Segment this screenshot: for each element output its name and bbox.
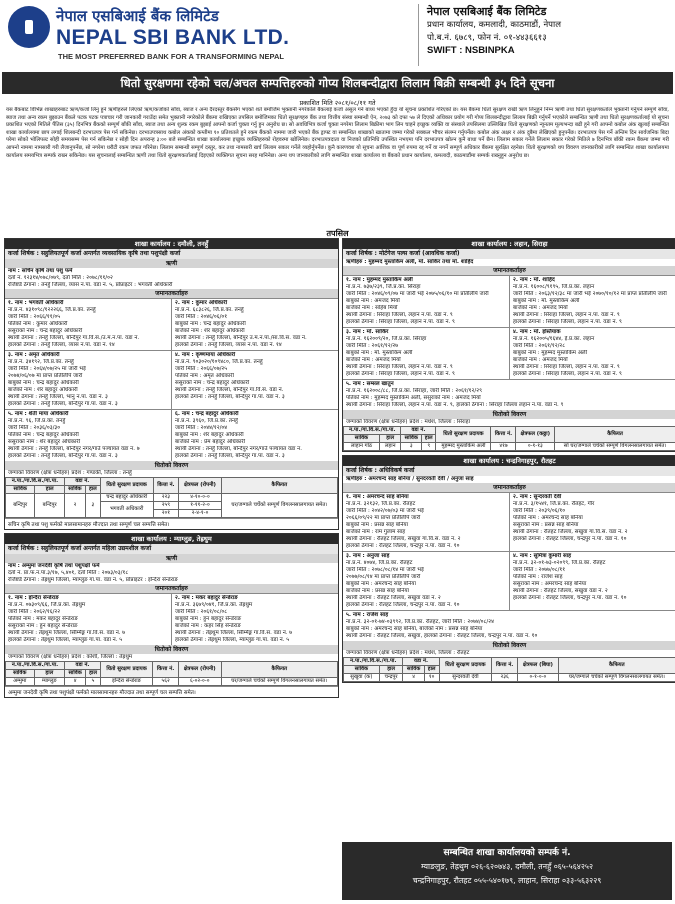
- guarantor-line: ना.प्र.नं. ३२१३२, जि.प्र.का. रौतहट: [346, 501, 416, 507]
- guarantor-line: जारी मिति : २०४६/०९/०७ मा जारी भई २०७५/०६/१० मा प्रतिलिपि जारी: [346, 291, 489, 297]
- guarantor-line: ५. नाम : शेती माया अधिकारी: [8, 411, 69, 417]
- guarantor-line: ना.प्र.नं. ६८३८२६, जि.प्र.का. तनहुँ: [175, 307, 244, 313]
- guarantor-line: बाजेको नाम : कहर सिंह सेन्डेराङ: [175, 623, 241, 629]
- guarantor-line: जारी मिति : २०३९/०६/१०: [513, 508, 566, 514]
- guarantor-line: स्थायी ठेगाना : सिराहा जिल्ला, लहान न.पा. वडा नं. ९: [346, 364, 453, 370]
- guarantor-card: [509, 552, 675, 610]
- guarantor-line: ना.प्र.नं. ७३७/२३९, जि.प्र.का. सिराहा: [346, 284, 421, 290]
- guarantor-line: बाबुको नाम : मो. मुस्ताकिम अली: [513, 298, 580, 304]
- guarantor-line: हालको ठेगाना : रौतहट जिल्ला, चन्द्रपुर न.पा. वडा नं. १०: [346, 543, 460, 549]
- guarantor-line: बाजेको नाम : शेर बहादुर अधिकारी: [8, 387, 78, 393]
- collateral-footnote: अम्मुमा जनदेवी कृषि तथा पशुपंक्षी फर्मको मालसामानहरु मौज्दात तथा सम्पूर्ण चल सम्पत्ति समेत।: [5, 686, 338, 697]
- table-cell: लाहान गोठ: [344, 443, 380, 451]
- table-cell: २: [64, 494, 85, 518]
- guarantor-line: हालको ठेगाना : रौतहट जिल्ला, चन्द्रपुर न.पा. वडा नं. १०: [346, 602, 460, 608]
- table-cell: ५६२: [153, 678, 179, 686]
- collateral-table: [5, 661, 338, 686]
- borrower-label: ऋणी: [5, 259, 338, 268]
- table-subheader: हाल: [379, 435, 401, 443]
- guarantor-line: जारी मिति : २०४६/०६/०१: [175, 314, 228, 320]
- guarantor-line: २. नाम : सुन्दरवती देवी: [513, 494, 562, 500]
- guarantor-line: बाजेको नाम : राम गुलाम साह: [346, 529, 406, 535]
- table-header: न.पा./गा.वि.स./गा.पा.: [344, 427, 401, 435]
- guarantor-line: ससुराको नाम : हुन बहादुर सेन्डेराङ: [8, 623, 78, 629]
- loan-title: कर्जा शिर्षक : अधिविकर्ष कर्जा: [343, 466, 675, 476]
- table-cell: मुहम्मद मुस्ताकिम अली: [436, 443, 491, 451]
- schedule-heading: तपसिल: [326, 229, 349, 238]
- borrower-line: ऋणीहरु : अमरचन्द साह बनिया / सुनदरवती देवी / अनुजा साह: [346, 476, 474, 482]
- table-subheader: हाल: [86, 670, 101, 678]
- guarantor-line: स्थायी ठेगाना : रौतहट जिल्ला, सखुवा, हालको ठेगाना : रौतहट जिल्ला, चन्द्रपुर न.पा. वडा नं. १०: [346, 633, 538, 639]
- guarantor-line: ना.प्र.नं. १६२००५/१६४४, ई.प्र.का. लहान: [513, 336, 595, 342]
- guarantor-line: ना.प्र.नं. ३२-०१-७४-०३९९२, जि.प्र.का. रौतहट, जारी मिति : २०७४/०८/२४: [346, 619, 494, 625]
- table-cell: ४१७: [491, 443, 516, 451]
- guarantor-line: ४. नाम : कृष्णमाया अधिकारी: [175, 352, 236, 358]
- guarantor-line: जारी मिति : २०६६/०७/२५: [175, 366, 228, 372]
- loan-title: कर्जा शिर्षक : सहुलियतपूर्ण कर्जा अन्तर्गत महिला उद्यमशील कर्जा: [5, 544, 338, 554]
- guarantor-line: हालको ठेगाना : सिराहा जिल्ला, लहान न.पा. वडा नं. ९: [346, 319, 455, 325]
- guarantor-line: जारी मिति : २०४४/१२/०४: [175, 425, 228, 431]
- borrower-label: ऋणी: [5, 554, 338, 563]
- guarantor-line: बाबुको नाम : मो. मुस्ताकिम अली: [346, 350, 413, 356]
- guarantor-line: ससुराको नाम : चन्द्र बहादुर अधिकारी: [175, 380, 250, 386]
- guarantor-line: स्थायी ठेगाना : तेह्रथुम जिल्ला, सिम्मिङ्ग गा.वि.स. वडा नं. ७: [175, 630, 293, 636]
- guarantor-line: बाजेको नाम : अमजद मियाँ: [513, 305, 568, 311]
- guarantor-line: १. नाम : अमरचन्द साह बनिया: [346, 494, 409, 500]
- table-header: कैफियत: [221, 478, 337, 494]
- guarantor-line: १. नाम : मुहम्मद मुस्ताकिम अली: [346, 277, 413, 283]
- table-subheader: साविक: [401, 435, 422, 443]
- table-header: कित्ता नं.: [492, 658, 518, 674]
- guarantor-line: ना.प्र.नं. ३४१९२, जि.प्र.का. तनहुँ: [8, 359, 74, 365]
- table-cell: बन्दिपुर: [35, 494, 64, 518]
- guarantor-line: पतिको नाम : मुहम्मद मुस्ताकिम अली, ससुराको नाम : अमजद मियाँ: [346, 395, 481, 401]
- collateral-table: [343, 657, 675, 682]
- guarantor-line: ससुराको नाम : अमरचन्द साह बनिया: [513, 581, 587, 587]
- table-header: न.पा./गा.वि.स./गा.पा.: [344, 658, 403, 666]
- table-cell: ०-१-०-०: [518, 674, 559, 682]
- table-header: कैफियत: [558, 658, 675, 674]
- borrower-line: दर्ता नं. प्रा.फ.न.पा.३/१७, ५,४०१, दर्ता मिति : २०७३/०३/१८: [8, 570, 129, 576]
- table-subheader: साविक: [403, 666, 424, 674]
- table-header: वडा नं.: [65, 662, 101, 670]
- table-cell: भगवती अधिकारी: [100, 502, 153, 518]
- logo-text-nepali: नेपाल एसबिआई बैंक लिमिटेड: [56, 7, 219, 25]
- guarantor-line: जारी मिति : २०६४/०७/२५ मा जारी भई: [8, 366, 86, 372]
- guarantor-line: हालको ठेगाना : तनहुँ जिल्ला, व्यास न.पा. वडा नं. १४: [8, 342, 115, 348]
- guarantor-line: स्थायी ठेगाना : तनहुँ जिल्ला, बन्दिपुर गा.वि.स./उ.म.न.पा. वडा नं.: [8, 335, 140, 341]
- bank-logo-icon: [8, 6, 50, 48]
- guarantor-line: ना.प्र.नं. ३/१५४१, जि.प्र.का. रौतहट, गौर: [513, 501, 595, 507]
- guarantor-line: ना.प्र.नं. ०७३०९/६६, जि.प्र.का. तेह्रथुम: [8, 602, 86, 608]
- guarantor-line: बाजेको नाम : प्रसन्न साह बनिया: [346, 588, 409, 594]
- bank-name: नेपाल एसबिआई बैंक लिमिटेड: [427, 5, 547, 18]
- guarantor-line: ३. नाम : अनुजा साह: [346, 553, 390, 559]
- guarantor-line: ६. नाम : चन्द्र बहादुर अधिकारी: [175, 411, 239, 417]
- table-cell: घर/जग्गाले चर्चेको सम्पूर्ण विगलनसालगायत समेत।: [558, 674, 675, 682]
- branch-chandranigahpur: [342, 455, 675, 683]
- table-cell: सो घर/जग्गाले चर्चेको सम्पूर्ण विगलनसालगायत समेत।: [555, 443, 675, 451]
- table-subheader: हाल: [86, 486, 101, 494]
- table-header: कैफियत: [555, 427, 675, 443]
- collateral-owner: जग्गाको विवरण (क्षेत्रा धनीहरु) प्रदेश : मधेश, जिल्ला : रौतहट: [346, 650, 470, 656]
- guarantor-line: स्थायी ठेगाना : सिराहा जिल्ला, लहान न.पा. वडा नं. ९, हालको ठेगाना : सिराहा जिल्ला लहान न.पा. वडा नं. ९: [346, 402, 564, 408]
- guarantor-line: पतिको नाम : अमरचन्द साह बनिया: [513, 515, 583, 521]
- collateral-table: [5, 477, 338, 518]
- guarantor-row: [5, 593, 338, 645]
- table-cell: अम्मुमा: [6, 678, 35, 686]
- table-subheader: हाल: [35, 486, 64, 494]
- guarantor-card: [5, 410, 171, 461]
- guarantor-line: ना.प्र.नं. १६००८/९१९५, जि.प्र.का. लहान: [513, 284, 595, 290]
- branch-lahan: [342, 238, 675, 452]
- table-header: कित्ता नं.: [153, 662, 179, 678]
- guarantor-line: २०७७/०८/१४ मा प्राप्त प्रतिलिपि जारी: [346, 574, 421, 580]
- table-cell: १-११-२-०: [179, 502, 221, 510]
- table-cell: चन्द्र बहादुर अधिकारी: [100, 494, 153, 502]
- guarantor-line: ५. नाम : राजेश साह: [346, 612, 389, 618]
- table-cell: घर/जग्गाले चर्चेको सम्पूर्ण विगलनसालगायत समेत।: [221, 494, 337, 518]
- guarantor-card: [171, 410, 338, 461]
- guarantor-line: स्थायी ठेगाना : तनहुँ जिल्ला, भानु न.पा. वडा नं. ३: [8, 394, 108, 400]
- table-subheader: साविक: [344, 666, 380, 674]
- table-cell: ०-१-१३: [516, 443, 555, 451]
- borrower-line: रजिष्टर्ड ठेगाना : तनहुँ जिल्ला, व्यास न.पा. वडा नं. ५, प्रोप्राइटर : भगवती अधिकारी: [8, 282, 173, 288]
- collateral-footnote: सचिन कृषि तथा पशु फर्मको मालसामानहरु मौज्दात तथा सम्पूर्ण चल सम्पत्ति समेत।: [5, 518, 338, 529]
- guarantor-line: स्थायी ठेगाना : तनहुँ जिल्ला, बन्दिपुर गा.वि.स. वडा नं.: [175, 387, 284, 393]
- guarantor-card: [343, 552, 509, 610]
- table-header: वडा नं.: [64, 478, 100, 486]
- guarantor-line: बाबुको नाम : शेर बहादुर अधिकारी: [175, 432, 244, 438]
- table-cell: इन्दिरा सेन्डेराङ: [100, 678, 152, 686]
- guarantor-row: [5, 409, 338, 461]
- borrower-line: नाम : अम्मुमा जनदेवी कृषि तथा पशुपंक्षी फर्म: [8, 563, 100, 569]
- table-cell: सुन्दरवती देवी: [439, 674, 492, 682]
- right-column: [342, 238, 675, 686]
- guarantor-line: ३. नाम : मो. साकिर: [346, 329, 389, 335]
- guarantor-line: स्थायी ठेगाना : रौतहट जिल्ला, सखुवा गा.वि.स. वडा नं. २: [513, 529, 628, 535]
- table-cell: म्याग्लुङ: [34, 678, 65, 686]
- guarantor-card: [343, 611, 675, 641]
- guarantor-label: जमानतकर्ताहरु: [343, 483, 675, 492]
- table-header: वडा नं.: [401, 427, 436, 435]
- table-subheader: हाल: [424, 666, 439, 674]
- guarantor-card: [509, 493, 675, 551]
- guarantor-line: पतिको नाम : राजेश साह: [513, 574, 563, 580]
- table-cell: २५९: [153, 502, 179, 510]
- guarantor-line: २. नाम : कुमार अधिकारी: [175, 300, 228, 306]
- guarantor-line: ससुराको नाम : चन्द्र बहादुर अधिकारी: [8, 328, 83, 334]
- guarantor-row: [343, 275, 675, 327]
- guarantor-line: स्थायी ठेगाना : रौतहट जिल्ला, सखुवा वडा नं. २: [346, 595, 441, 601]
- guarantor-card: [343, 328, 509, 379]
- borrower-line: ऋणीहरु : मुहम्मद मुस्ताकिम अली, मो. साकिर तथा मो. शाहिद: [346, 259, 474, 265]
- table-subheader: हाल: [422, 435, 436, 443]
- table-header: कैफियत: [221, 662, 338, 678]
- guarantor-line: ३. नाम : अमृत अधिकारी: [8, 352, 60, 358]
- guarantor-line: बाबुको नाम : अमरचन्द साह बनिया: [346, 581, 416, 587]
- table-subheader: हाल: [379, 666, 403, 674]
- table-cell: ३: [86, 494, 101, 518]
- borrower-line: दर्ता नं. १२३१४/०७८/०७९, दर्ता मिति : २०७८/११/०२: [8, 275, 113, 281]
- guarantor-card: [171, 299, 338, 350]
- loan-title: कर्जा शिर्षक : मोर्टगेज पल्स कर्जा (आवधिक कर्जा): [343, 249, 675, 259]
- guarantor-line: जारी मिति : २०६१/१२/२७: [346, 343, 399, 349]
- table-header: क्षेत्रफल (बिघा): [518, 658, 559, 674]
- logo-text-english: NEPAL SBI BANK LTD.: [56, 26, 290, 49]
- guarantor-line: २. नाम : मकर बहादुर सेन्डेराङ: [175, 595, 238, 601]
- guarantor-line: हालको ठेगाना : तनहुँ जिल्ला, बन्दिपुर गा.पा. वडा नं. ३: [175, 394, 285, 400]
- branch-contact-box: [342, 842, 672, 900]
- guarantor-line: बाबुको नाम : अमरचन्द साह बनिया, बाजेको नाम : प्रसन्न साह बनिया: [346, 626, 483, 632]
- guarantor-line: १. नाम : इन्दिरा सेन्डेराङ: [8, 595, 59, 601]
- guarantor-line: पतिको नाम : मकर बहादुर सेन्डेराङ: [8, 616, 78, 622]
- table-cell: २३६: [492, 674, 518, 682]
- guarantor-line: ना.प्र.नं. ३९६०, जि.प्र.का. तनहुँ: [175, 418, 238, 424]
- table-cell: ३: [401, 443, 422, 451]
- guarantor-line: बाजेको नाम : सोहेब मियाँ: [346, 305, 398, 311]
- head-office-phone: पो.ब.नं. ६७८९, फोन नं. ०१-४४३६६१३: [427, 33, 547, 43]
- guarantor-card: [343, 493, 509, 551]
- collateral-table: [343, 426, 675, 451]
- left-column: [4, 238, 339, 701]
- guarantor-row: [5, 298, 338, 350]
- table-header: धितो सुरक्षण प्रदायक: [439, 658, 492, 674]
- head-office-address: प्रधान कार्यालय, कमलादी, काठमाडौं, नेपाल: [427, 20, 561, 30]
- guarantor-line: हालको ठेगाना : सिराहा जिल्ला, लहान न.पा. वडा नं. ९: [513, 319, 622, 325]
- collateral-owner: जग्गाको विवरण (क्षेत्रा धनीहरु) प्रदेश : गण्डकी, जिल्ला : तनहुँ: [8, 470, 132, 476]
- guarantor-line: पतिको नाम : कुमार अधिकारी: [8, 321, 68, 327]
- table-header: धितो सुरक्षण प्रदायक: [100, 662, 152, 678]
- borrower-line: रजिष्टर्ड ठेगाना : तेह्रथुम जिल्ला, म्याग्लुङ गा.पा. वडा नं. ५, प्रोप्राइटर : इन्दिरा सेन्डेराङ: [8, 577, 178, 583]
- guarantor-line: बाजेको नाम : प्रेम बहादुर अधिकारी: [175, 439, 246, 445]
- guarantor-line: स्थायी ठेगाना : रौतहट जिल्ला, सखुवा वडा नं. २: [513, 588, 608, 594]
- guarantor-line: बाजेको नाम : शेर बहादुर अधिकारी: [175, 328, 245, 334]
- guarantor-line: जारी मिति : २०४२/०७/०३ मा जारी भई: [346, 508, 424, 514]
- guarantor-line: बाबुको नाम : चन्द्र बहादुर अधिकारी: [175, 321, 246, 327]
- collateral-owner: जग्गाको विवरण (क्षेत्रा धनीहरु) प्रदेश : कोशी, जिल्ला : तेह्रथुम: [8, 654, 133, 660]
- guarantor-label: जमानतकर्ताहरु: [5, 289, 338, 298]
- contact-line: म्याङलुङ, तेह्रथुम ०२६-६२०७४३, दमौली, तनहुँ ०६५-५६४२५२: [421, 862, 593, 871]
- guarantor-line: बाबुको नाम : चन्द्र बहादुर अधिकारी: [8, 380, 79, 386]
- guarantor-line: ना.प्र.नं. ४३१०९८/१२२२६६, जि.प्र.का. तनहुँ: [8, 307, 96, 313]
- table-cell: ५: [86, 678, 101, 686]
- guarantor-row: [343, 610, 675, 641]
- guarantor-line: हालको ठेगाना : रौतहट जिल्ला, चन्द्रपुर न.पा. वडा नं. १०: [513, 595, 627, 601]
- guarantor-card: [5, 594, 171, 645]
- guarantor-line: ४. नाम : मो. इस्तियाक: [513, 329, 561, 335]
- guarantor-row: [343, 327, 675, 379]
- table-header: न.पा./गा.वि.स./गा.पा.: [6, 478, 65, 486]
- table-header: क्षेत्रफल (रोपनी): [179, 478, 221, 494]
- collateral-owner: जग्गाको विवरण (क्षेत्रा धनीहरु) प्रदेश : मधेश, जिल्ला : सिराहा: [346, 419, 471, 425]
- branch-header: शाखा कार्यालय : दमौली, तनहुँ: [5, 239, 338, 249]
- guarantor-line: बाजेको नाम : अमजद मियाँ: [346, 357, 401, 363]
- table-cell: ४: [65, 678, 86, 686]
- guarantor-row: [343, 551, 675, 610]
- guarantor-label: जमानतकर्ताहरु: [5, 584, 338, 593]
- guarantor-line: स्थायी ठेगाना : तेह्रथुम जिल्ला, सिम्मिङ्ग गा.वि.स. वडा नं. ७: [8, 630, 126, 636]
- table-row: [6, 678, 338, 686]
- guarantor-line: २०७४/०६/०७ मा प्राप्त प्रतिलिपि जारी: [8, 373, 83, 379]
- collateral-label: धितोको विवरण: [5, 645, 338, 654]
- guarantor-line: पतिको नाम : अमृत अधिकारी: [175, 373, 234, 379]
- table-cell: २०१: [153, 510, 179, 518]
- head-office-info: [418, 4, 670, 66]
- guarantor-line: ससुराको नाम : प्रसन्न साह बनिया: [513, 522, 579, 528]
- table-row: [344, 443, 675, 451]
- guarantor-line: जारी मिति : २०६१/१२/२८: [513, 343, 566, 349]
- table-row: [6, 494, 338, 502]
- guarantor-line: जारी मिति : २०७८/०८/१४ मा जारी भई: [346, 567, 424, 573]
- table-header: वडा नं.: [403, 658, 439, 666]
- table-header: क्षेत्रफल (कठ्ठा): [516, 427, 555, 443]
- collateral-label: धितोको विवरण: [5, 461, 338, 470]
- branch-myanglung: [4, 533, 339, 698]
- contact-title: सम्बन्धित शाखा कार्यालयको सम्पर्क नं.: [443, 848, 571, 858]
- guarantor-line: जारी मिति : २०७७/०८/११: [513, 567, 566, 573]
- guarantor-line: हालको ठेगाना : तनहुँ जिल्ला, बन्दिपुर गा.पा. वडा नं. ३: [8, 453, 118, 459]
- guarantor-line: स्थायी ठेगाना : रौतहट जिल्ला, सखुवा गा.वि.स. वडा नं. २: [346, 536, 461, 542]
- guarantor-line: हालको ठेगाना : सिराहा जिल्ला, लहान न.पा. वडा नं. ९: [513, 371, 622, 377]
- table-cell: २२३: [153, 494, 179, 502]
- table-cell: १०: [424, 674, 439, 682]
- guarantor-line: ना.प्र.नं. १६२००९/२०, जि.प्र.का. सिराहा: [346, 336, 427, 342]
- guarantor-line: हालको ठेगाना : तेह्रथुम जिल्ला, म्याग्लुङ गा.पा. वडा नं. ५: [8, 637, 123, 643]
- guarantor-line: ना.प्र.नं. ४०७४, जि.प्र.का. रौतहट: [346, 560, 413, 566]
- branch-damauli: [4, 238, 339, 530]
- table-header: धितो सुरक्षण प्रदायक: [100, 478, 153, 494]
- guarantor-line: ससुराको नाम : शेर बहादुर अधिकारी: [8, 439, 81, 445]
- publication-date: प्रकाशित मिति २०८१/०८/११ गते: [299, 99, 376, 107]
- guarantor-line: ना.प्र.नं. ९६, जि.प्र.का. तनहुँ: [8, 418, 66, 424]
- table-header: कित्ता नं.: [153, 478, 179, 494]
- guarantor-card: [5, 351, 171, 409]
- table-header: न.पा./गा.वि.स./गा.पा.: [6, 662, 65, 670]
- guarantor-line: बाबुको नाम : मुहम्मद मुस्ताकिम अली: [513, 350, 588, 356]
- guarantor-line: बाबुको नाम : हुन बहादुर सेन्डेराङ: [175, 616, 242, 622]
- guarantor-line: ना.प्र.नं. १६२००८/८८, जि.प्र.का. सिराहा, जारी मिति : २०६१/१२/२९: [346, 388, 482, 394]
- guarantor-line: स्थायी ठेगाना : तनहुँ जिल्ला, बन्दिपुर नगर/गाउँ पञ्चायत वडा नं. ७: [8, 446, 140, 452]
- branch-header: शाखा कार्यालय : म्याग्लुङ, तेह्रथुम: [5, 534, 338, 544]
- table-header: क्षेत्रफल (रोपनी): [178, 662, 221, 678]
- guarantor-line: ना.प्र.नं. ३२-०१-७३-०२०९९, जि.प्र.का. रौतहट: [513, 560, 606, 566]
- table-header: कित्ता नं.: [491, 427, 516, 443]
- collateral-label: धितोको विवरण: [343, 641, 675, 650]
- guarantor-card: [343, 276, 509, 327]
- branch-header: शाखा कार्यालय : लहान, सिराहा: [343, 239, 675, 249]
- guarantor-card: [509, 276, 675, 327]
- guarantor-line: हालको ठेगाना : तनहुँ जिल्ला, बन्दिपुर गा.पा. वडा नं. ३: [175, 453, 285, 459]
- table-row: [344, 674, 675, 682]
- guarantor-line: ५. नाम : सम्सल खातुन: [346, 381, 394, 387]
- guarantor-card: [5, 299, 171, 350]
- guarantor-line: जारी मिति : २०३६/०३/३०: [8, 425, 61, 431]
- table-cell: ४: [403, 674, 424, 682]
- guarantor-line: हालको ठेगाना : सिराहा जिल्ला, लहान न.पा. वडा नं. ९: [346, 371, 455, 377]
- guarantor-line: हालको ठेगाना : रौतहट जिल्ला, चन्द्रपुर न.पा. वडा नं. १०: [513, 536, 627, 542]
- table-cell: बन्दिपुर: [6, 494, 35, 518]
- table-cell: लहान: [379, 443, 401, 451]
- guarantor-card: [509, 328, 675, 379]
- table-header: धितो सुरक्षण प्रदायक: [436, 427, 491, 443]
- notice-body: यस बैंकबाट विभिन्न शाखाहरुबाट ऋण/कर्जा लिनु हुने ऋणीहरुले लिएको ऋण/कर्जाको साँवा, ब्याज र अन्य दैरदस्तुर बैंकसँग भएको शर्त बमोजिम भुक्तानी नगरेकोले बैंकलाई कर्जा असुल गर्न बाध्य भएको हुँदा यो सूचना प्रकाशित गरिएको छ। यस बैंकमा धितो सुरक्षण राखी ऋण लिनुहुने निम्न ऋणी तथा धितो सुरक्षणकर्ताले भुक्तानी गर्नुपर्ने सम्पूर्ण साँवा, ब्याज तथा अन्य रकम बुझाउन बैंकले पटक पटक पत्राचार गरी जानकारी गराउँदा समेत भुक्तानी नगरेकोले बैंकमा राखिएका तपसिल बमोजिमका धितो सुरक्षणहरु बैंक तथा वित्तीय संस्था सम्बन्धी ऐन, २०७३ को दफा ५७ ले दिएको अधिकार प्रयोग गरी गोप्य शिलबन्दीद्वारा लिलाम बिक्री गर्नुपर्ने भएकोले सम्बन्धित ऋणी तथा धितो सुरक्षणकर्तालाई यो सूचना प्रकाशित भएको मितिले पैंतिस (३५) दिनभित्र बैंकको सम्पूर्ण बाँकी साँवा, ब्याज तथा अन्य शुल्क रकम बुझाई आफ्नो कर्जा चुक्ता गर्नु हुन अनुरोध छ। सो अवधिभित्र कर्जा चुक्ता नगरेमा लिलाम बिक्रीमा भाग लिन चाहने इच्छुक व्यक्ति वा संस्थाले तपसिलमा उल्लिखित धितो सुरक्षणको न्यूनतम मूल्यभन्दा बढी हुने गरी आफ्नो कबोल अंक खुलाई सम्बन्धित शाखा कार्यालयमा छाप लगाई शिलबन्दी दरभाउपत्र पेस गर्न सकिनेछ। दरभाउपत्रसाथ कबोल अंकको कम्तीमा १० प्रतिशतले हुने रकम बैंकको नाममा जारी भएको बैंक ड्राफ्ट वा सम्बन्धित शाखाको खातामा जम्मा गरेको सक्कल भौचर संलग्न गर्नुपर्नेछ। कबोल अंक अक्षर र अंक दुबैमा लेखिएको हुनुपर्नेछ। दरभाउपत्र पेस गर्ने अन्तिम दिन सार्वजनिक बिदा परेमा सोको भोलिपल्ट सोही समयसम्म पेस गर्न सकिनेछ र सोही दिन अपरान्ह ३:०० बजे सम्बन्धित शाखा कार्यालयमा इच्छुक व्यक्तिहरुको रोहवरमा खोलिनेछ। दरभाउपत्रदाता वा निजको प्रतिनिधि उपस्थित नभएमा पनि दरभाउपत्र खोल्न कुनै बाधा पर्ने छैन। लिलाम सकार गर्नेले लिलाम सकार गरेको मितिले ७ दिनभित्र बाँकी रकम बैंकमा जम्मा गरी आफ्नो नाममा नामसारी गरी लैजानुपर्नेछ, सो नगरेमा धरौटी रकम जफत गरिनेछ। लिलाम सम्बन्धी सम्पूर्ण दस्तुर, कर तथा नामसारी खर्च लिलाम सकार गर्नेले व्यहोर्नुपर्नेछ। कुनै कारणवश यो सूचना आंशिक वा पूर्ण रुपमा रद्द गर्ने वा नगर्ने सम्पूर्ण अधिकार बैंकमा सुरक्षित रहनेछ। धितो सुरक्षणको थप विवरण जानकारीको लागि सम्बन्धित शाखा कार्यालयमा कार्यालय समयभित्र सम्पर्क राख्न सकिनेछ। यस सूचनालाई सम्बन्धित ऋणी तथा धितो सुरक्षणकर्तालाई दिइएको व्यक्तिगत सूचना सरह मानिनेछ। अन्य थप जानकारीको लागि सम्बन्धित शाखा कार्यालय वा बैंकको प्रधान कार्यालय, कमलादी, काठमाडौंमा सम्पर्क राख्नुहुन अनुरोध छ।: [6, 107, 669, 159]
- table-cell: सुखुवा (क): [344, 674, 380, 682]
- table-cell: ४-१०-०-०: [179, 494, 221, 502]
- guarantor-line: जारी मिति : २०६३/१२/३८ मा जारी भई २०७०/१०/१२ मा प्राप्त प्रतिलिपि जारी: [513, 291, 667, 297]
- table-subheader: हाल: [34, 670, 65, 678]
- borrower-line: नाम : सचिन कृषि तथा पशु फर्म: [8, 268, 73, 274]
- table-cell: घर/जग्गाले चर्चेको सम्पूर्ण विगलनसालगायत समेत।: [221, 678, 338, 686]
- guarantor-line: बाबुको नाम : अमजद मियाँ: [346, 298, 400, 304]
- guarantor-line: हालको ठेगाना : तेह्रथुम जिल्ला, म्याग्लुङ गा.पा. वडा नं. ५: [175, 637, 290, 643]
- guarantor-line: जारी मिति : २०६६/११/०५: [8, 314, 61, 320]
- logo-tagline: THE MOST PREFERRED BANK FOR A TRANSFORMING NEPAL: [58, 52, 284, 61]
- guarantor-line: १. नाम : भगवती अधिकारी: [8, 300, 64, 306]
- swift-code: SWIFT : NSBINPKA: [427, 45, 515, 56]
- table-subheader: साविक: [344, 435, 380, 443]
- guarantor-line: हालको ठेगाना : तनहुँ जिल्ला, व्यास न.पा. वडा नं. १४: [175, 342, 282, 348]
- table-subheader: साविक: [6, 670, 35, 678]
- table-cell: २-४-१-०: [179, 510, 221, 518]
- guarantor-label: जमानतकर्ताहरु: [343, 266, 675, 275]
- guarantor-line: स्थायी ठेगाना : तनहुँ जिल्ला, बन्दिपुर नगर/गाउँ पञ्चायत वडा नं.: [175, 446, 302, 452]
- letterhead: [0, 0, 675, 72]
- guarantor-card: [171, 351, 338, 409]
- guarantor-card: [343, 380, 675, 410]
- guarantor-line: २०६६/०९/२२ मा प्राप्त प्रतिलिपि जारी: [346, 515, 421, 521]
- guarantor-line: जारी मिति : २०६२/१६/२२: [8, 609, 61, 615]
- notice-title: धितो सुरक्षणमा रहेको चल/अचल सम्पत्तिहरुको गोप्य शिलबन्दीद्वारा लिलाम बिक्री सम्बन्धी ३५ दिने सूचना: [2, 72, 673, 94]
- guarantor-line: स्थायी ठेगाना : सिराहा जिल्ला, लहान न.पा. वडा नं. ९: [513, 312, 620, 318]
- table-cell: चन्द्रपुर: [379, 674, 403, 682]
- guarantor-row: [343, 379, 675, 410]
- guarantor-line: २. नाम : मो. शाहिद: [513, 277, 555, 283]
- guarantor-row: [5, 350, 338, 409]
- guarantor-card: [171, 594, 338, 645]
- guarantor-line: हालको ठेगाना : तनहुँ जिल्ला, बन्दिपुर गा.पा. वडा नं. ३: [8, 401, 118, 407]
- guarantor-line: जारी मिति : २०६१/०८/०८: [175, 609, 228, 615]
- guarantor-line: ना.प्र.नं. ३६७९/०४१, जि.प्र.का. तेह्रथुम: [175, 602, 253, 608]
- branch-header: शाखा कार्यालय : चन्द्रनिगाहपुर, रौतहट: [343, 456, 675, 466]
- table-cell: ६-०२-०-०: [178, 678, 221, 686]
- guarantor-line: बाजेको नाम : अमजद मियाँ: [513, 357, 568, 363]
- guarantor-line: ना.प्र.नं. ९०३०२०/१०९४८०, जि.प्र.का. तनहुँ: [175, 359, 263, 365]
- guarantor-line: स्थायी ठेगाना : सिराहा जिल्ला, लहान न.पा. वडा नं. ९: [346, 312, 453, 318]
- contact-line: चन्द्रनिगाहपुर, रौतहट ०५५-५४०१७९, लाहान, सिराहा ०३३-५६३२२९: [412, 876, 602, 885]
- guarantor-line: बाबुको नाम : प्रसन्न साह बनिया: [346, 522, 408, 528]
- table-subheader: साविक: [64, 486, 85, 494]
- table-subheader: साविक: [65, 670, 86, 678]
- guarantor-row: [343, 492, 675, 551]
- guarantor-line: स्थायी ठेगाना : तनहुँ जिल्ला, बन्दिपुर उ.म.न.पा./सा.वि.स. वडा नं.: [175, 335, 307, 341]
- guarantor-line: ४. नाम : सुमित्रा कुमारी साह: [513, 553, 572, 559]
- table-subheader: साविक: [6, 486, 35, 494]
- table-cell: ९: [422, 443, 436, 451]
- guarantor-line: पतिको नाम : चन्द्र बहादुर अधिकारी: [8, 432, 79, 438]
- loan-title: कर्जा शिर्षक : सहुलियतपूर्ण कर्जा अन्तर्गत व्यवसायिक कृषि तथा पशुपंक्षी कर्जा: [5, 249, 338, 259]
- collateral-label: धितोको विवरण: [343, 410, 675, 419]
- guarantor-line: स्थायी ठेगाना : सिराहा जिल्ला, लहान न.पा. वडा नं. ९: [513, 364, 620, 370]
